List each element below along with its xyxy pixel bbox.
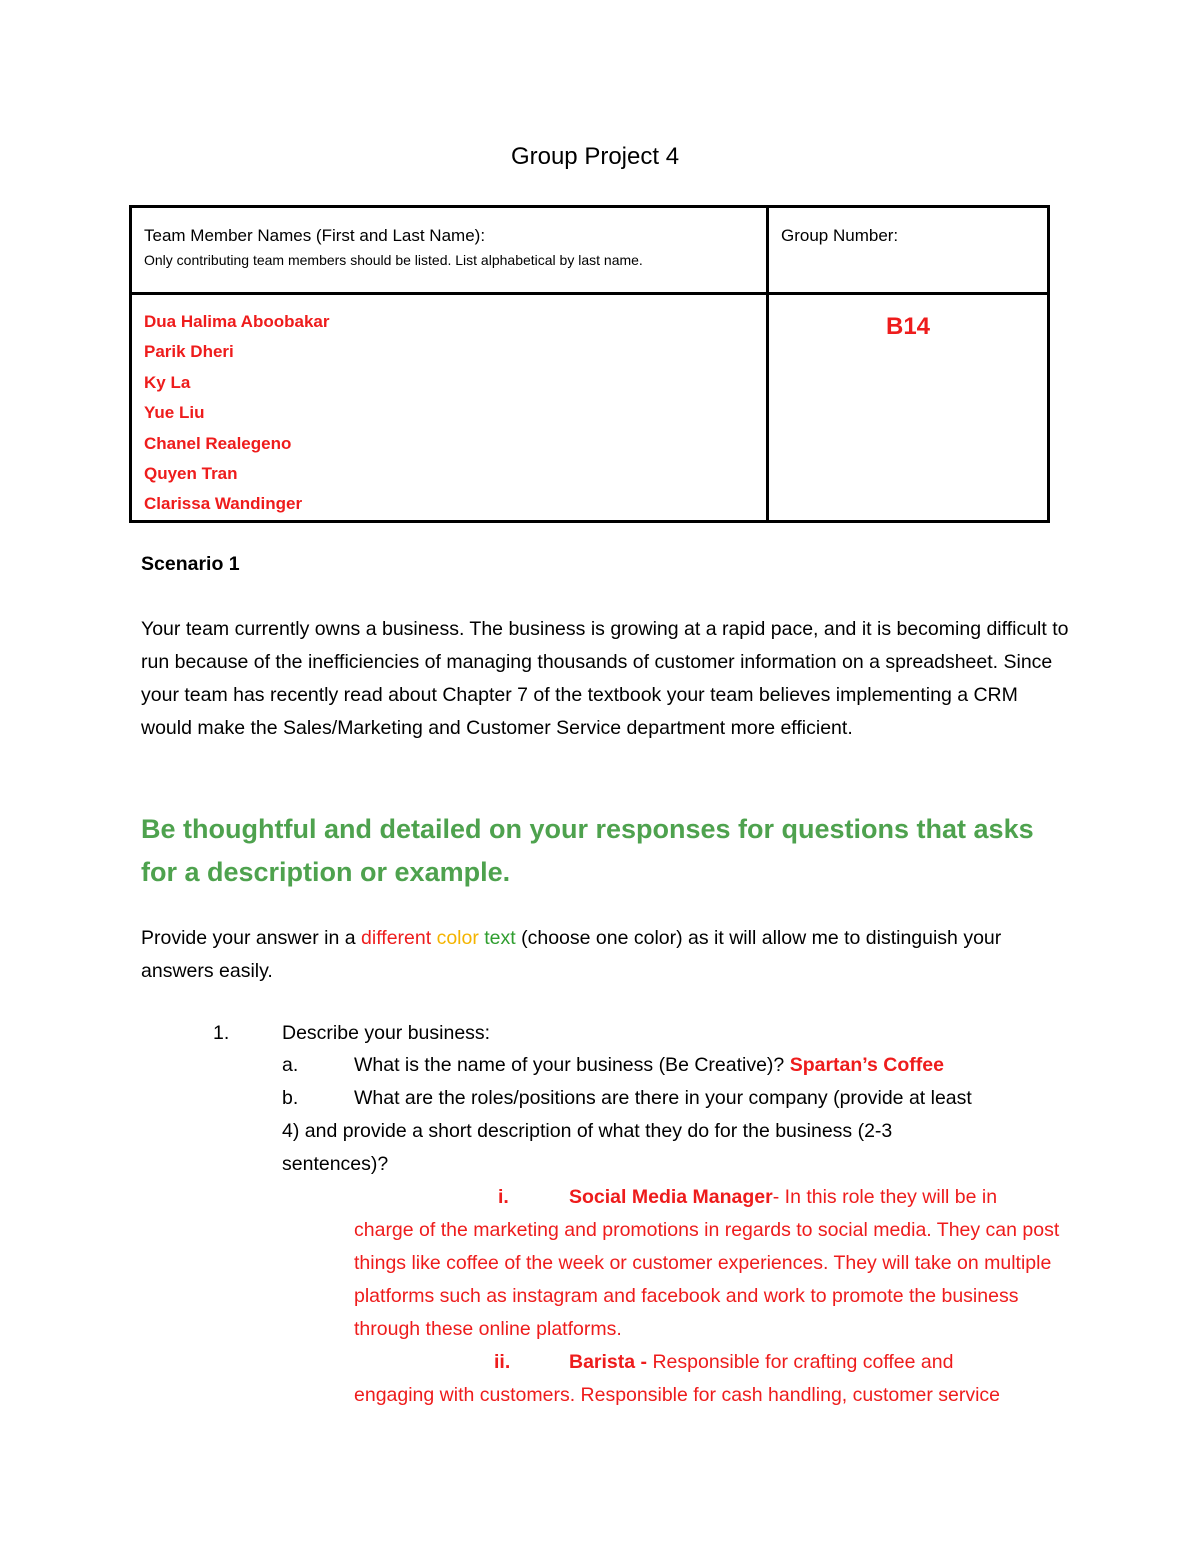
role-1-first-text: - In this role they will be in <box>772 1186 998 1208</box>
business-name-answer: Spartan’s Coffee <box>789 1054 944 1076</box>
color-instruction <box>141 922 1071 988</box>
member-name: Quyen Tran <box>144 464 238 484</box>
group-number-cell <box>768 294 1049 522</box>
role-2-first-text: Responsible for crafting coffee and <box>647 1351 954 1373</box>
color-instruction-after: (choose one color) as it will allow me to distinguish your answers easily. <box>141 927 1002 982</box>
names-header-note: Only contributing team members should be listed. List alphabetical by last name. <box>144 252 643 268</box>
question-1b-line1: What are the roles/positions are there in your company (provide at least <box>354 1087 972 1109</box>
color-word-color: color <box>436 927 479 949</box>
question-1b-marker: b. <box>282 1087 299 1109</box>
role-1-title: Social Media Manager <box>569 1186 773 1208</box>
role-2-marker: ii. <box>494 1351 511 1373</box>
question-1a-marker: a. <box>282 1054 299 1076</box>
member-name: Parik Dheri <box>144 342 234 362</box>
scenario-title: Scenario 1 <box>141 553 240 575</box>
group-number-value: B14 <box>885 313 931 340</box>
role-2-title: Barista - <box>569 1351 648 1373</box>
member-name: Dua Halima Aboobakar <box>144 312 330 331</box>
role-1-first-line <box>569 1181 1069 1214</box>
role-1-marker: i. <box>498 1186 509 1208</box>
names-header-label: Team Member Names (First and Last Name): <box>144 226 486 245</box>
color-instruction-before: Provide your answer in a <box>141 927 362 949</box>
question-1-number: 1. <box>213 1022 230 1044</box>
question-1-text: Describe your business: <box>282 1022 491 1044</box>
member-list <box>144 307 766 520</box>
names-header-cell <box>131 207 768 294</box>
page-title: Group Project 4 <box>510 143 680 170</box>
group-header-cell <box>768 207 1049 294</box>
member-name: Clarissa Wandinger <box>144 494 303 514</box>
scenario-paragraph: Your team currently owns a business. The business is growing at a rapid pace, and it is becoming difficult to run because of the inefficiencies of managing thousands of customer information on a spreadsheet. Since your team has recently read about Chapter 7 of the textbook your team believes implementing a CRM would make the Sales/Marketing and Customer Service department more efficient. <box>141 618 1069 739</box>
member-name: Chanel Realegeno <box>144 433 292 453</box>
role-2-description: engaging with customers. Responsible for cash handling, customer service <box>354 1384 1000 1406</box>
group-number-label: Group Number: <box>781 226 899 245</box>
question-1a <box>354 1049 1074 1082</box>
instruction-heading: Be thoughtful and detailed on your responses for questions that asks for a description or example. <box>141 814 1034 887</box>
team-table-body-row <box>131 294 1049 522</box>
question-1b-rest: 4) and provide a short description of what they do for the business (2-3 sentences)? <box>282 1120 893 1175</box>
member-name: Ky La <box>144 372 191 392</box>
team-table <box>129 205 1050 523</box>
role-2-first-line <box>569 1346 1069 1379</box>
question-1a-text: What is the name of your business (Be Creative)? <box>354 1054 790 1076</box>
color-word-different: different <box>361 927 432 949</box>
team-table-header-row <box>131 207 1049 294</box>
members-cell <box>131 294 768 522</box>
member-name: Yue Liu <box>144 403 205 423</box>
color-word-text: text <box>484 927 516 949</box>
role-1-description: charge of the marketing and promotions in regards to social media. They can post things like coffee of the week or customer experiences. They will take on multiple platforms such as instagram and facebook and work to promote the business through these online platforms. <box>354 1219 1060 1340</box>
